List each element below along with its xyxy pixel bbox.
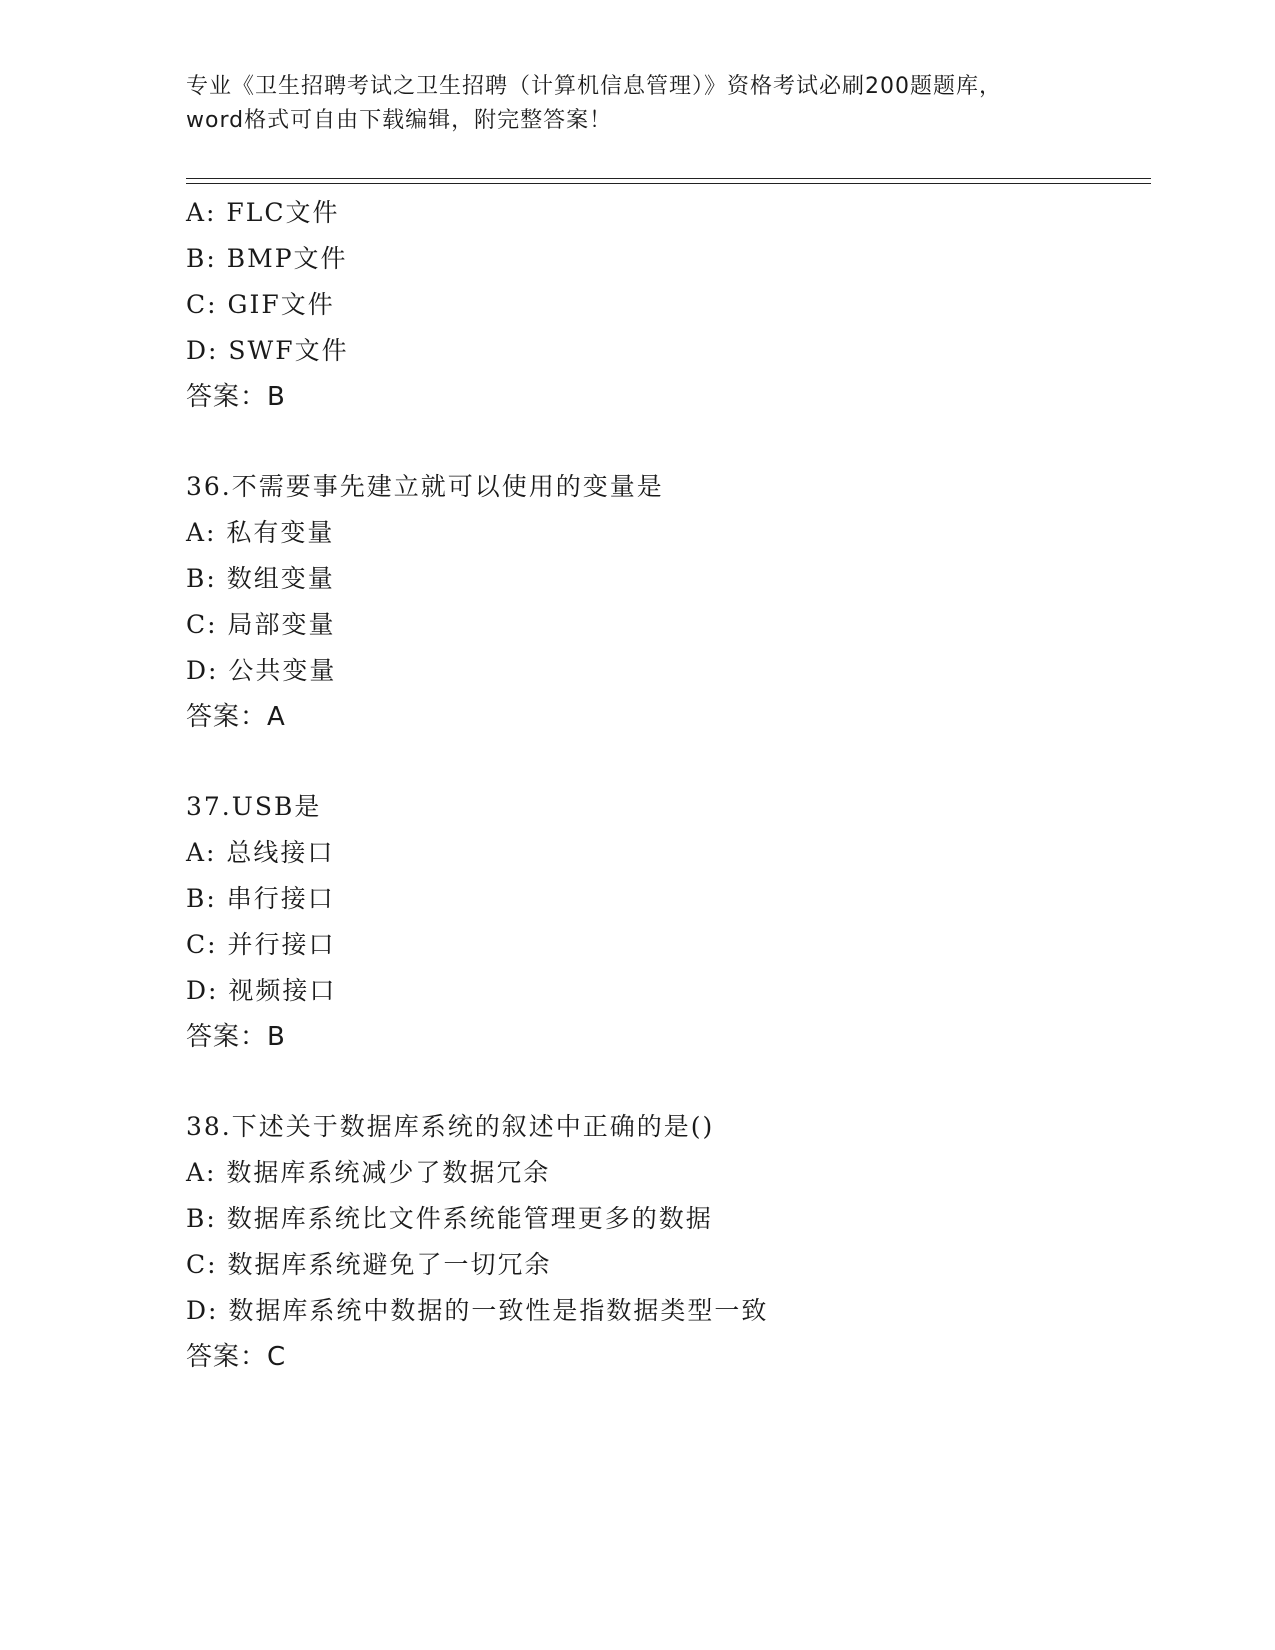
header-line-2: word格式可自由下载编辑，附完整答案！ — [186, 108, 613, 133]
option-b: B: 数组变量 — [186, 564, 335, 593]
spacer — [186, 1060, 1146, 1104]
question-block — [186, 464, 1146, 740]
option-b: B: 串行接口 — [186, 884, 335, 913]
question-block — [186, 190, 1146, 420]
header-divider-bottom — [186, 183, 1151, 184]
question-title: 36.不需要事先建立就可以使用的变量是 — [186, 472, 664, 501]
header-line-1: 专业《卫生招聘考试之卫生招聘（计算机信息管理）》资格考试必刷200题题库， — [186, 74, 1002, 99]
option-d: D: 公共变量 — [186, 656, 337, 685]
question-block — [186, 784, 1146, 1060]
option-d: D: SWF文件 — [186, 336, 349, 365]
answer-line: 答案：C — [186, 1342, 287, 1372]
spacer — [186, 420, 1146, 464]
document-header — [186, 70, 1086, 138]
option-d: D: 视频接口 — [186, 976, 337, 1005]
option-a: A: 私有变量 — [186, 518, 335, 547]
option-a: A: 数据库系统减少了数据冗余 — [186, 1158, 551, 1187]
header-divider-top — [186, 178, 1151, 179]
option-c: C: 并行接口 — [186, 930, 336, 959]
question-block — [186, 1104, 1146, 1380]
option-b: B: 数据库系统比文件系统能管理更多的数据 — [186, 1204, 713, 1233]
answer-line: 答案：B — [186, 382, 286, 412]
option-c: C: 数据库系统避免了一切冗余 — [186, 1250, 552, 1279]
option-a: A: FLC文件 — [186, 198, 340, 227]
option-b: B: BMP文件 — [186, 244, 348, 273]
option-d: D: 数据库系统中数据的一致性是指数据类型一致 — [186, 1296, 769, 1325]
option-c: C: GIF文件 — [186, 290, 335, 319]
spacer — [186, 740, 1146, 784]
question-title: 38.下述关于数据库系统的叙述中正确的是() — [186, 1112, 715, 1141]
answer-line: 答案：B — [186, 1022, 286, 1052]
option-c: C: 局部变量 — [186, 610, 336, 639]
answer-line: 答案：A — [186, 702, 286, 732]
question-title: 37.USB是 — [186, 792, 322, 821]
option-a: A: 总线接口 — [186, 838, 335, 867]
question-list — [186, 190, 1146, 1380]
